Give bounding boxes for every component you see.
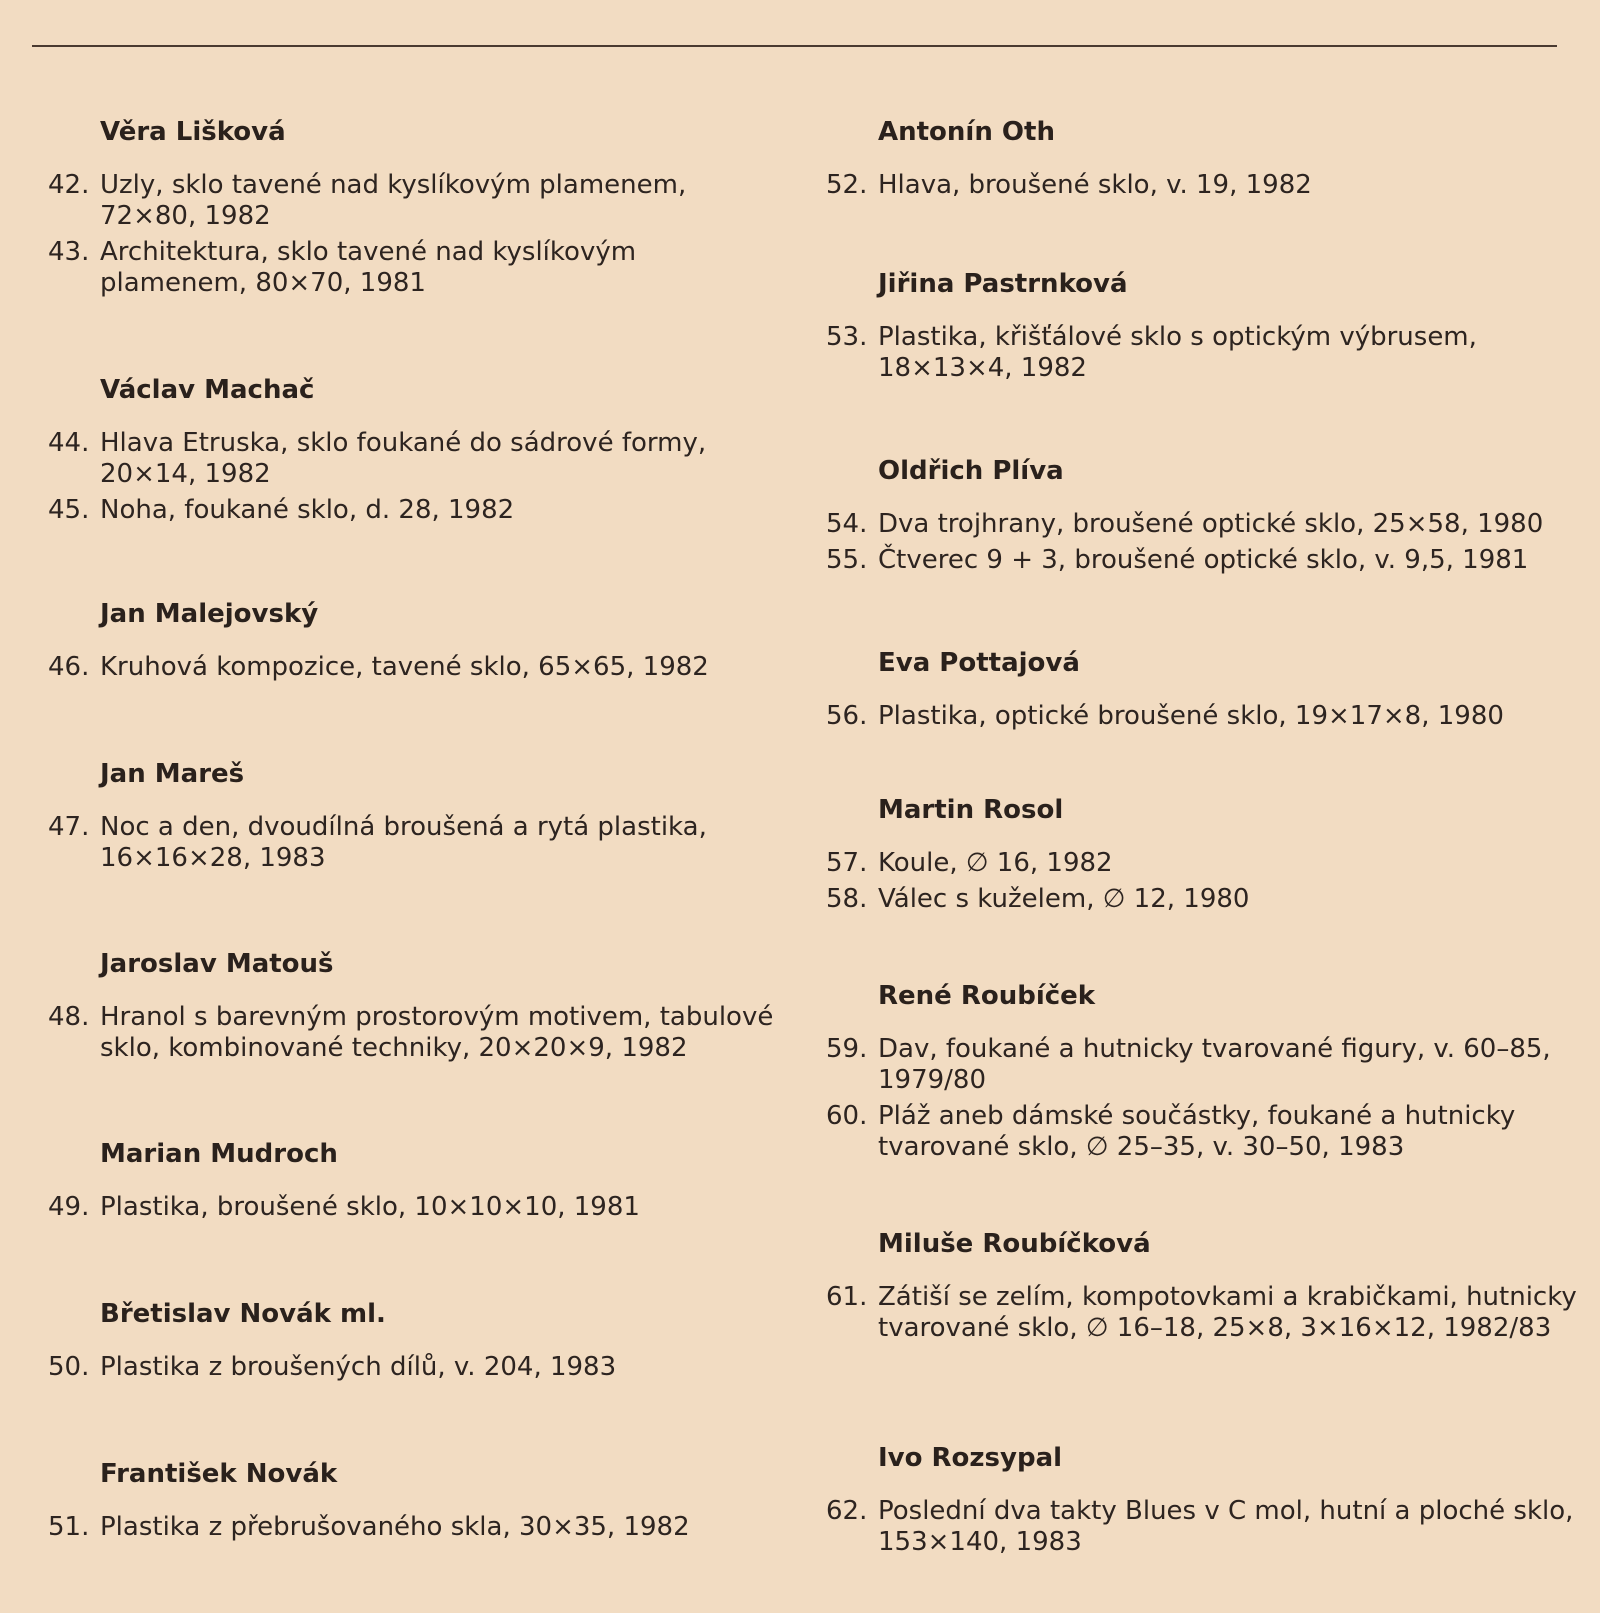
entry-text: Dva trojhrany, broušené optické sklo, 25×58, 1980	[878, 509, 1544, 539]
artist-name: Jan Malejovský	[100, 599, 319, 629]
entry-text: Noha, foukané sklo, d. 28, 1982	[100, 495, 515, 525]
artist-section	[826, 790, 1586, 976]
entry-number: 54.	[826, 509, 868, 539]
entry-number: 48.	[48, 1002, 90, 1032]
artist-name: Ivo Rozsypal	[878, 1443, 1063, 1473]
entry-text: Pláž aneb dámské součástky, foukané a hutnicky tvarované sklo, ∅ 25–35, v. 30–50, 1983	[878, 1101, 1516, 1162]
catalog-entry	[826, 170, 1586, 201]
entry-number: 53.	[826, 322, 868, 352]
entry-text: Hranol s barevným prostorovým motivem, tabulové sklo, kombinované techniky, 20×20×9, 1982	[100, 1002, 774, 1063]
entry-number: 45.	[48, 495, 90, 525]
artist-section	[826, 976, 1586, 1224]
catalog-entry	[826, 1101, 1586, 1163]
entry-number: 62.	[826, 1496, 868, 1526]
artist-name: Oldřich Plíva	[878, 456, 1064, 486]
entry-number: 57.	[826, 848, 868, 878]
artist-section	[48, 754, 788, 944]
entry-text: Noc a den, dvoudílná broušená a rytá plastika, 16×16×28, 1983	[100, 812, 707, 873]
entry-number: 52.	[826, 170, 868, 200]
artist-section	[826, 451, 1586, 643]
entry-text: Zátiší se zelím, kompotovkami a krabičkami, hutnicky tvarované sklo, ∅ 16–18, 25×8, 3×16×12, 1982/83	[878, 1282, 1577, 1343]
entry-text: Uzly, sklo tavené nad kyslíkovým plamenem, 72×80, 1982	[100, 170, 687, 231]
artist-name: Jiřina Pastrnková	[878, 269, 1128, 299]
entry-text: Válec s kuželem, ∅ 12, 1980	[878, 884, 1250, 914]
catalog-entry	[48, 812, 788, 874]
catalog-entry	[826, 509, 1586, 540]
entry-number: 46.	[48, 652, 90, 682]
entry-text: Dav, foukané a hutnicky tvarované figury, v. 60–85, 1979/80	[878, 1034, 1551, 1095]
artist-name: René Roubíček	[878, 981, 1096, 1011]
artist-section	[48, 112, 788, 370]
entry-text: Čtverec 9 + 3, broušené optické sklo, v. 9,5, 1981	[878, 545, 1529, 575]
artist-name: Marian Mudroch	[100, 1139, 338, 1169]
entry-number: 58.	[826, 884, 868, 914]
artist-name: Věra Lišková	[100, 117, 286, 147]
artist-name: Václav Machač	[100, 375, 315, 405]
entry-text: Plastika, optické broušené sklo, 19×17×8, 1980	[878, 701, 1504, 731]
artist-name: Jaroslav Matouš	[100, 949, 334, 979]
artist-section	[48, 1454, 788, 1543]
catalog-entry	[48, 1512, 788, 1543]
entry-number: 55.	[826, 545, 868, 575]
artist-name: Jan Mareš	[100, 759, 245, 789]
catalog-entry	[826, 1496, 1586, 1558]
artist-name: František Novák	[100, 1459, 338, 1489]
entry-number: 42.	[48, 170, 90, 200]
catalog-entry	[826, 884, 1586, 915]
entry-text: Plastika z broušených dílů, v. 204, 1983	[100, 1352, 617, 1382]
artist-name: Eva Pottajová	[878, 648, 1080, 678]
artist-name: Martin Rosol	[878, 795, 1064, 825]
catalog-entry	[826, 1034, 1586, 1096]
artist-section	[48, 1294, 788, 1454]
entry-number: 59.	[826, 1034, 868, 1064]
entry-number: 51.	[48, 1512, 90, 1542]
artist-section	[826, 112, 1586, 264]
entry-text: Hlava, broušené sklo, v. 19, 1982	[878, 170, 1312, 200]
entry-text: Koule, ∅ 16, 1982	[878, 848, 1113, 878]
catalog-entry	[826, 322, 1586, 384]
catalog-entry	[826, 848, 1586, 879]
entry-text: Plastika, křišťálové sklo s optickým výbrusem, 18×13×4, 1982	[878, 322, 1477, 383]
entry-text: Kruhová kompozice, tavené sklo, 65×65, 1982	[100, 652, 709, 682]
catalog-entry	[48, 170, 788, 232]
entry-text: Plastika z přebrušovaného skla, 30×35, 1982	[100, 1512, 690, 1542]
entry-text: Poslední dva takty Blues v C mol, hutní a ploché sklo, 153×140, 1983	[878, 1496, 1574, 1557]
catalog-entry	[48, 652, 788, 683]
artist-name: Miluše Roubíčková	[878, 1229, 1151, 1259]
artist-section	[826, 1224, 1586, 1438]
artist-name: Antonín Oth	[878, 117, 1055, 147]
entry-text: Architektura, sklo tavené nad kyslíkovým plamenem, 80×70, 1981	[100, 237, 637, 298]
entry-number: 47.	[48, 812, 90, 842]
catalog-entry	[48, 1192, 788, 1223]
artist-section	[48, 594, 788, 754]
artist-section	[48, 1134, 788, 1294]
catalog-entry	[48, 1352, 788, 1383]
right-column	[826, 112, 1586, 1563]
catalog-entry	[48, 495, 788, 526]
entry-number: 50.	[48, 1352, 90, 1382]
artist-section	[48, 370, 788, 594]
catalog-entry	[826, 701, 1586, 732]
catalog-entry	[48, 237, 788, 299]
artist-section	[826, 264, 1586, 451]
catalog-entry	[48, 1002, 788, 1064]
catalog-entry	[826, 545, 1586, 576]
left-column	[48, 112, 788, 1548]
entry-number: 61.	[826, 1282, 868, 1312]
artist-section	[826, 643, 1586, 790]
top-rule	[32, 45, 1557, 47]
entry-number: 56.	[826, 701, 868, 731]
entry-number: 43.	[48, 237, 90, 267]
entry-number: 49.	[48, 1192, 90, 1222]
catalog-entry	[48, 428, 788, 490]
artist-name: Břetislav Novák ml.	[100, 1299, 386, 1329]
artist-section	[48, 944, 788, 1134]
entry-number: 44.	[48, 428, 90, 458]
catalog-entry	[826, 1282, 1586, 1344]
entry-text: Plastika, broušené sklo, 10×10×10, 1981	[100, 1192, 640, 1222]
artist-section	[826, 1438, 1586, 1558]
entry-text: Hlava Etruska, sklo foukané do sádrové formy, 20×14, 1982	[100, 428, 707, 489]
entry-number: 60.	[826, 1101, 868, 1131]
